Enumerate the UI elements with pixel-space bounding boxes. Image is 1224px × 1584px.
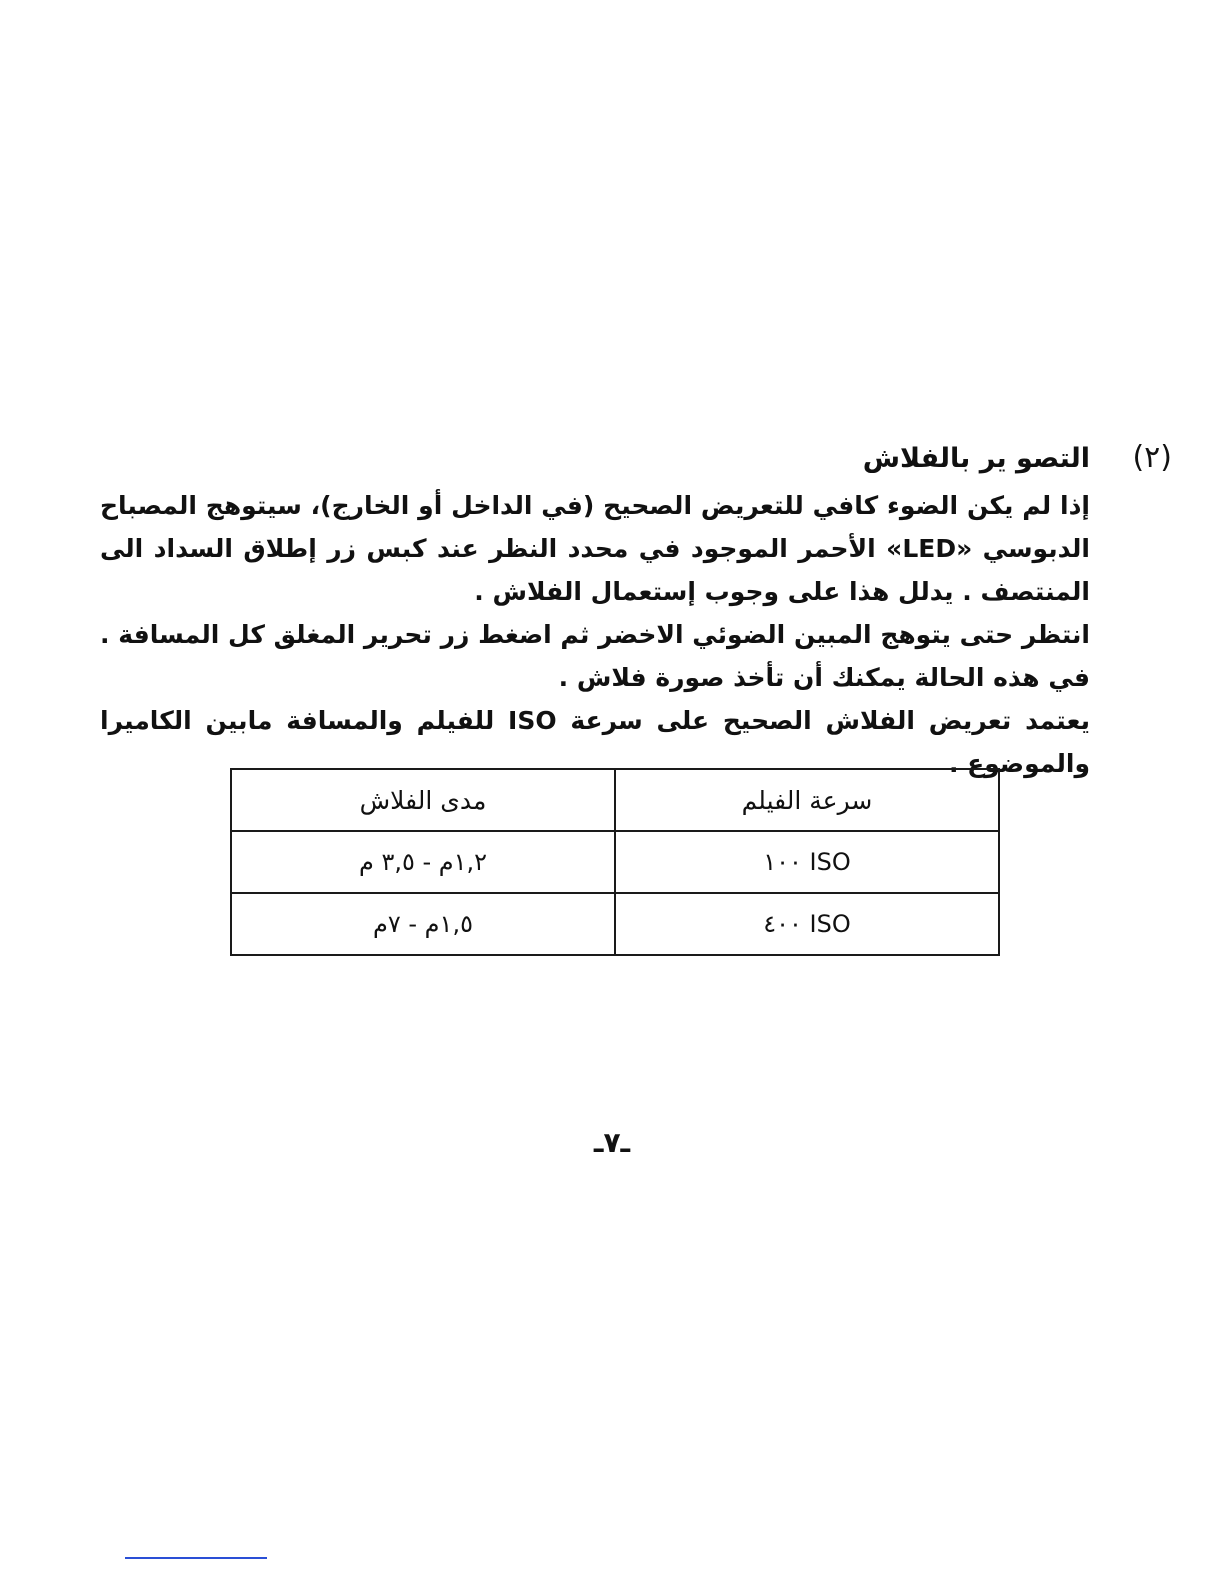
section-header [100, 440, 1172, 484]
table-header-row [231, 769, 999, 831]
flash-range-table [230, 768, 1000, 956]
cell-flash-range: ١,٢م - ٣,٥ م [231, 831, 615, 893]
flash-section [100, 440, 1172, 785]
cell-film-speed: ISO ١٠٠ [615, 831, 999, 893]
cell-film-speed: ISO ٤٠٠ [615, 893, 999, 955]
cell-flash-range: ١,٥م - ٧م [231, 893, 615, 955]
paragraph-flash-exposure: يعتمد تعريض الفلاش الصحيح على سرعة ISO للفيلم والمسافة مابين الكاميرا والموضوع . [100, 706, 1090, 778]
table-row [231, 831, 999, 893]
paragraph-low-light-warning: إذا لم يكن الضوء كافي للتعريض الصحيح (في الداخل أو الخارج)، سيتوهج المصباح الدبوسي «LED» الأحمر الموجود في محدد النظر عند كبس زر إطلاق السداد الى المنتصف . يدلل هذا على وجوب إستعمال الفلاش . [100, 491, 1090, 606]
table-row [231, 893, 999, 955]
footnote-divider [125, 1557, 267, 1559]
flash-range-table-wrapper [230, 768, 1000, 956]
header-film-speed: سرعة الفيلم [615, 769, 999, 831]
page-number: ـ٧ـ [593, 1126, 631, 1159]
section-title: التصو ير بالفلاش [862, 443, 1090, 474]
section-body [100, 484, 1090, 785]
paragraph-flash-ready: انتظر حتى يتوهج المبين الضوئي الاخضر ثم اضغط زر تحرير المغلق كل المسافة . في هذه الحالة يمكنك أن تأخذ صورة فلاش . [100, 620, 1090, 692]
section-number: (٢) [1132, 440, 1172, 475]
header-flash-range: مدى الفلاش [231, 769, 615, 831]
